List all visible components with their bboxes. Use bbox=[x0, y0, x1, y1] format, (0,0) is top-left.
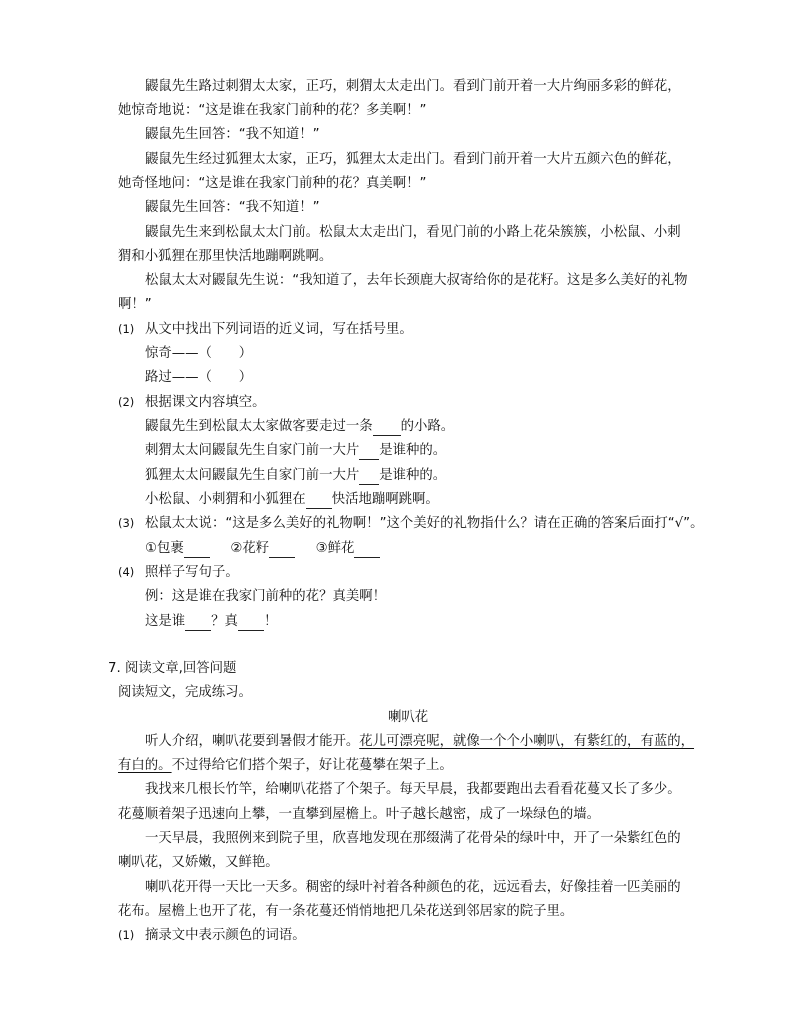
fill-line bbox=[145, 466, 446, 485]
pattern-c: ！ bbox=[263, 614, 278, 629]
fill-line bbox=[145, 441, 446, 460]
article-line: 我找来几根长竹竿，给喇叭花搭了个架子。每天早晨，我都要跑出去看看花蔓又长了多少。 bbox=[145, 782, 681, 797]
example-sentence: 例：这是谁在我家门前种的花？真美啊！ bbox=[145, 589, 387, 604]
question-number: (1) bbox=[118, 322, 135, 336]
article-line bbox=[145, 732, 694, 751]
question-number: (4) bbox=[118, 565, 135, 579]
article-line bbox=[118, 756, 453, 775]
story-line: 鼹鼠先生来到松鼠太太门前。松鼠太太走出门，看见门前的小路上花朵簇簇，小松鼠、小刺 bbox=[145, 225, 681, 240]
answer-item[interactable]: 路过——（ ） bbox=[145, 370, 253, 385]
option-package: ①包裹 bbox=[145, 541, 184, 556]
underlined-text: 花儿可漂亮呢，就像一个个小喇叭，有紫红的，有蓝的， bbox=[359, 734, 695, 749]
fill-line bbox=[145, 417, 454, 436]
options-line bbox=[145, 539, 380, 558]
article-line: 花蔓顺着架子迅速向上攀，一直攀到屋檐上。叶子越长越密，成了一垛绿色的墙。 bbox=[118, 807, 601, 822]
story-line: 啊！” bbox=[118, 297, 152, 312]
story-line: 松鼠太太对鼹鼠先生说：“我知道了，去年长颈鹿大叔寄给你的是花籽。这是多么美好的礼物 bbox=[145, 273, 688, 288]
answer-blank[interactable] bbox=[354, 542, 380, 558]
answer-blank[interactable] bbox=[184, 542, 210, 558]
fill-line bbox=[145, 490, 439, 509]
pattern-line bbox=[145, 612, 277, 631]
article-title: 喇叭花 bbox=[388, 710, 429, 725]
fill-post: 是谁种的。 bbox=[379, 443, 447, 458]
question-number: (1) bbox=[118, 928, 135, 942]
answer-blank[interactable] bbox=[306, 493, 332, 509]
article-text: 不过得给它们搭个架子，好让花蔓攀在架子上。 bbox=[171, 758, 453, 773]
fill-post: 的小路。 bbox=[400, 419, 455, 434]
article-line: 花布。屋檐上也开了花，有一条花蔓还悄悄地把几朵花送到邻居家的院子里。 bbox=[118, 904, 574, 919]
question-number: (2) bbox=[118, 395, 135, 409]
story-line: 她惊奇地说：“这是谁在我家门前种的花？多美啊！” bbox=[118, 103, 427, 118]
fill-post: 快活地蹦啊跳啊。 bbox=[331, 492, 439, 507]
answer-blank[interactable] bbox=[238, 615, 264, 631]
question-text: 摘录文中表示颜色的词语。 bbox=[145, 928, 306, 943]
section-heading: 7. 阅读文章,回答问题 bbox=[108, 661, 237, 676]
answer-blank[interactable] bbox=[373, 420, 401, 436]
answer-item[interactable]: 惊奇——（ ） bbox=[145, 346, 253, 361]
article-line: 喇叭花，又娇嫩，又鲜艳。 bbox=[118, 855, 279, 870]
fill-pre: 狐狸太太问鼹鼠先生自家门前一大片 bbox=[145, 468, 360, 483]
pattern-b: ？真 bbox=[211, 614, 238, 629]
article-line: 一天早晨，我照例来到院子里，欣喜地发现在那缀满了花骨朵的绿叶中，开了一朵紫红色的 bbox=[145, 831, 681, 846]
fill-pre: 刺猬太太问鼹鼠先生自家门前一大片 bbox=[145, 443, 360, 458]
fill-post: 是谁种的。 bbox=[379, 468, 447, 483]
question-number: (3) bbox=[118, 516, 135, 530]
option-seeds: ②花籽 bbox=[230, 541, 270, 556]
answer-blank[interactable] bbox=[269, 542, 295, 558]
answer-blank[interactable] bbox=[185, 615, 211, 631]
underlined-text: 有白的。 bbox=[118, 758, 172, 773]
section-instruction: 阅读短文，完成练习。 bbox=[118, 685, 252, 700]
story-line: 猬和小狐狸在那里快活地蹦啊跳啊。 bbox=[118, 249, 333, 264]
question-text: 根据课文内容填空。 bbox=[145, 395, 266, 410]
question-text: 照样子写句子。 bbox=[145, 565, 239, 580]
question-text: 从文中找出下列词语的近义词，写在括号里。 bbox=[145, 322, 413, 337]
answer-blank[interactable] bbox=[359, 444, 379, 460]
fill-pre: 鼹鼠先生到松鼠太太家做客要走过一条 bbox=[145, 419, 373, 434]
story-line: 她奇怪地问：“这是谁在我家门前种的花？真美啊！” bbox=[118, 176, 427, 191]
article-text: 听人介绍，喇叭花要到暑假才能开。 bbox=[145, 734, 360, 749]
answer-blank[interactable] bbox=[359, 469, 379, 485]
option-flowers: ③鲜花 bbox=[315, 541, 355, 556]
story-line: 鼹鼠先生回答：“我不知道！” bbox=[145, 200, 320, 215]
story-line: 鼹鼠先生回答：“我不知道！” bbox=[145, 127, 320, 142]
story-line: 鼹鼠先生路过刺猬太太家，正巧，刺猬太太走出门。看到门前开着一大片绚丽多彩的鲜花， bbox=[145, 79, 681, 94]
pattern-a: 这是谁 bbox=[145, 614, 186, 629]
article-line: 喇叭花开得一天比一天多。稠密的绿叶衬着各种颜色的花，远远看去，好像挂着一匹美丽的 bbox=[145, 880, 681, 895]
story-line: 鼹鼠先生经过狐狸太太家，正巧，狐狸太太走出门。看到门前开着一大片五颜六色的鲜花， bbox=[145, 152, 681, 167]
fill-pre: 小松鼠、小刺猬和小狐狸在 bbox=[145, 492, 306, 507]
question-text: 松鼠太太说：“这是多么美好的礼物啊！”这个美好的礼物指什么？请在正确的答案后面打“√”。 bbox=[145, 516, 704, 531]
